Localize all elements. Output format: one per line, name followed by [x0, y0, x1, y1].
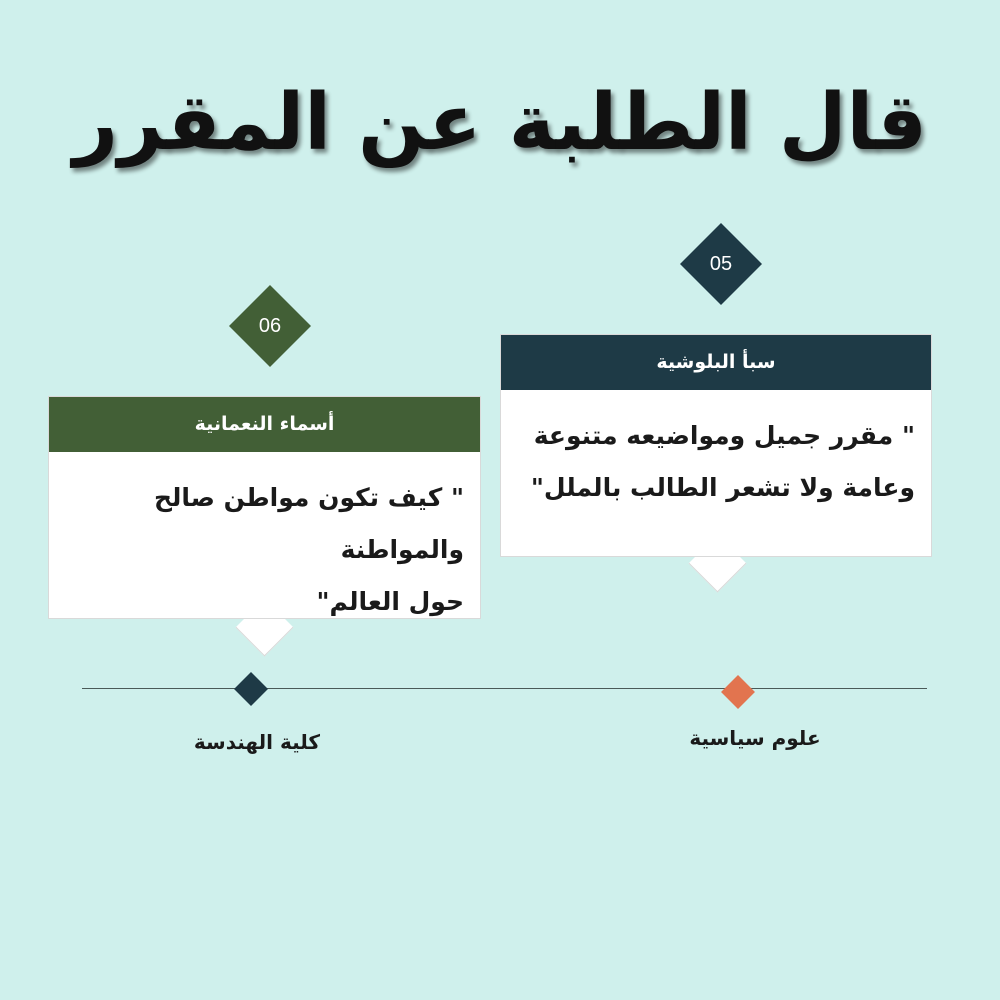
quote-line: حول العالم"	[316, 587, 464, 616]
number-label-06: 06	[258, 315, 282, 337]
card-header-05	[501, 335, 931, 390]
card-quote-05	[501, 390, 931, 514]
student-name: أسماء النعمانية	[194, 413, 335, 435]
college-label-05: علوم سياسية	[689, 726, 821, 750]
page-title: قال الطلبة عن المقرر	[73, 78, 927, 168]
quote-line: " مقرر جميل ومواضيعه متنوعة	[533, 421, 915, 450]
number-label-05: 05	[709, 253, 733, 275]
timeline-marker-06	[234, 672, 268, 706]
testimonial-card-05	[500, 334, 932, 557]
college-label-06: كلية الهندسة	[193, 730, 321, 754]
quote-line: وعامة ولا تشعر الطالب بالملل"	[530, 473, 915, 502]
timeline-marker-05	[721, 675, 755, 709]
student-name: سبأ البلوشية	[656, 351, 776, 373]
timeline-line	[82, 688, 927, 689]
card-header-06	[49, 397, 480, 452]
testimonial-card-06	[48, 396, 481, 619]
card-quote-06	[49, 452, 480, 628]
quote-line: " كيف تكون مواطن صالح والمواطنة	[153, 483, 464, 564]
